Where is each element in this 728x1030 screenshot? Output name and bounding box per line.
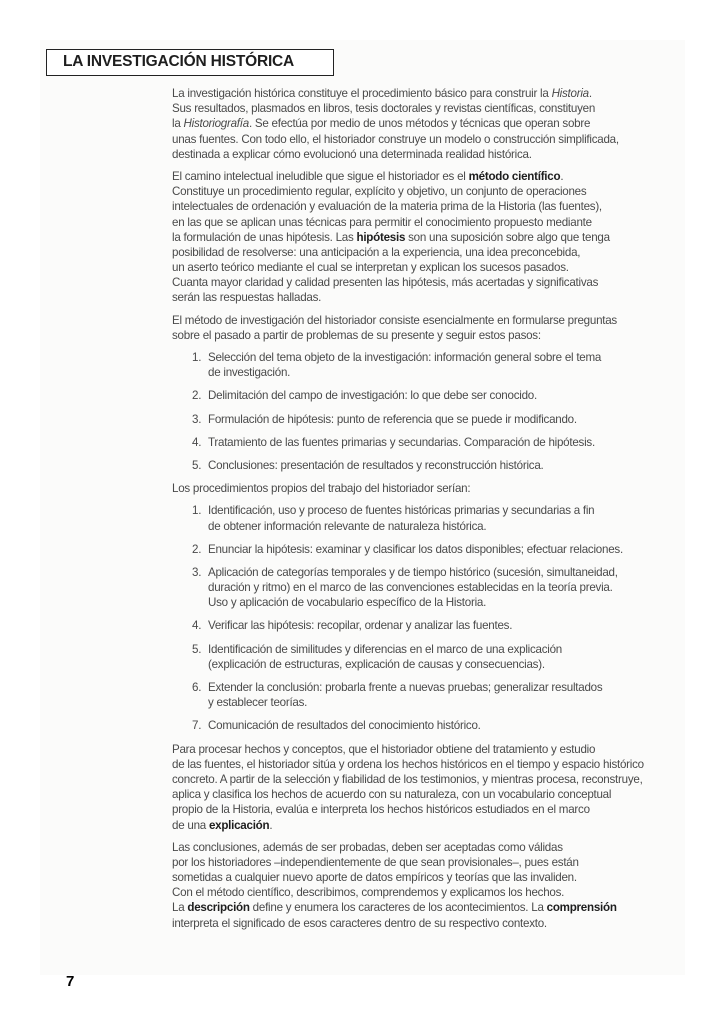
list-item: 1. Selección del tema objeto de la investigación: información general sobre el tema de investigación. — [192, 351, 602, 380]
section-title: LA INVESTIGACIÓN HISTÓRICA — [63, 53, 295, 70]
list-item: 5. Conclusiones: presentación de resultados y reconstrucción histórica. — [192, 458, 544, 472]
paragraph-method: El camino intelectual ineludible que sigue el historiador es el método científico. Constituye un procedimiento regular, explícito y objetivo, un conjunto de operaciones intelectuales de ordenación y evaluación de la materia prima de la Historia (las fuentes), en las que se aplican unas técnicas para permitir el conocimiento propuesto mediante la formulación de unas hipótesis. Las hipótesis son una suposición sobre algo que tenga posibilidad de resolverse: una anticipación a la experiencia, una idea preconcebida, un aserto teórico mediante el cual se interpretan y explican los sucesos pasados. Cuanta mayor claridad y calidad presenten las hipótesis, más acertadas y significativas serán las respuestas halladas. — [172, 169, 610, 305]
section-title-box — [46, 49, 334, 76]
paragraph-steps-intro: El método de investigación del historiador consiste esencialmente en formularse preguntas sobre el pasado a partir de problemas de su presente y seguir estos pasos: — [172, 313, 617, 342]
italic-term: Historiografía — [183, 117, 249, 131]
list-item: 2. Delimitación del campo de investigación: lo que debe ser conocido. — [192, 389, 537, 403]
list-item: 1. Identificación, uso y proceso de fuentes históricas primarias y secundarias a fin de obtener información relevante de naturaleza histórica. — [192, 504, 595, 533]
bold-term: comprensión — [546, 901, 617, 915]
paragraph-procedures-intro: Los procedimientos propios del trabajo del historiador serían: — [172, 482, 471, 496]
steps-list — [172, 350, 682, 473]
bold-term: descripción — [187, 901, 250, 915]
list-item: 2. Enunciar la hipótesis: examinar y clasificar los datos disponibles; efectuar relaciones. — [192, 542, 623, 556]
bold-term: explicación — [208, 818, 270, 832]
procedures-list — [172, 503, 682, 733]
paragraph-intro: La investigación histórica constituye el procedimiento básico para construir la Historia. Sus resultados, plasmados en libros, tesis doctorales y revistas científicas, constituyen la Historiografía. Se efectúa por medio de unos métodos y técnicas que operan sobre unas fuentes. Con todo ello, el historiador construye un modelo o construcción simplificada, destinada a explicar cómo evolucionó una determinada realidad histórica. — [172, 87, 619, 161]
list-item: 4. Verificar las hipótesis: recopilar, ordenar y analizar las fuentes. — [192, 619, 513, 633]
list-item: 7. Comunicación de resultados del conocimiento histórico. — [192, 719, 481, 733]
bold-term: hipótesis — [356, 230, 406, 244]
paragraph-processing: Para procesar hechos y conceptos, que el historiador obtiene del tratamiento y estudio de las fuentes, el historiador sitúa y ordena los hechos históricos en el tiempo y espacio histórico concreto. A partir de la selección y fiabilidad de los testimonios, y mientras procesa, reconstruye, aplica y clasifica los hechos de acuerdo con su naturaleza, con un vocabulario conceptual propio de la Historia, evalúa e interpreta los hechos históricos estudiados en el marco de una explicación. — [172, 742, 644, 832]
paragraph-conclusions: Las conclusiones, además de ser probadas, deben ser aceptadas como válidas por los historiadores –independientemente de que sean provisionales–, pues están sometidas a cualquier nuevo aporte de datos empíricos y teorías que las invaliden. Con el método científico, describimos, comprendemos y explicamos los hechos. La descripción define y enumera los caracteres de los acontecimientos. La comprensión interpreta el significado de esos caracteres dentro de su respectivo contexto. — [172, 840, 617, 930]
bold-term: método científico — [468, 169, 561, 183]
italic-term: Historia — [551, 87, 589, 100]
list-item: 5. Identificación de similitudes y diferencias en el marco de una explicación (explicación de estructuras, explicación de causas y consecuencias). — [192, 642, 562, 671]
page-number: 7 — [66, 973, 75, 990]
list-item: 6. Extender la conclusión: probarla frente a nuevas pruebas; generalizar resultados y establecer teorías. — [192, 681, 603, 710]
list-item: 3. Aplicación de categorías temporales y de tiempo histórico (sucesión, simultaneidad, duración y ritmo) en el marco de las convenciones establecidas en la teoría previa. Uso y aplicación de vocabulario específico de la Historia. — [192, 565, 618, 610]
list-item: 3. Formulación de hipótesis: punto de referencia que se puede ir modificando. — [192, 412, 577, 426]
list-item: 4. Tratamiento de las fuentes primarias y secundarias. Comparación de hipótesis. — [192, 435, 595, 449]
body-text — [172, 86, 682, 938]
